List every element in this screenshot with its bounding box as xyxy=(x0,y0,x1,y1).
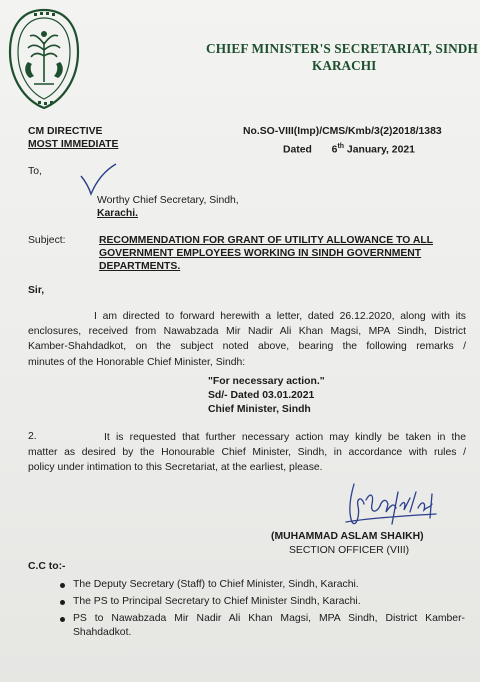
date-month-year: January, 2021 xyxy=(344,144,415,156)
bullet-icon xyxy=(60,583,65,588)
cc-item: The Deputy Secretary (Staff) to Chief Minister, Sindh, Karachi. xyxy=(73,579,359,590)
cc-item: The PS to Principal Secretary to Chief Minister Sindh, Karachi. xyxy=(73,596,361,607)
remark-by: Chief Minister, Sindh xyxy=(208,404,311,415)
subject-label: Subject: xyxy=(28,235,66,246)
handwritten-signature xyxy=(340,478,450,538)
paragraph-1-line: I am directed to forward herewith a letter, dated 26.12.2020, along with its xyxy=(94,311,466,322)
paragraph-1 xyxy=(28,309,466,370)
office-title: CHIEF MINISTER'S SECRETARIAT, SINDH xyxy=(206,41,478,56)
to-label: To, xyxy=(28,166,42,177)
cc-item-continuation: Shahdadkot. xyxy=(73,627,132,638)
reference-number: No.SO-VIII(Imp)/CMS/Kmb/3(2)2018/1383 xyxy=(243,126,442,137)
sindh-government-emblem xyxy=(4,4,84,112)
date-suffix: th xyxy=(337,143,345,150)
paragraph-1-line: enclosures, received from Nawabzada Mir Nadir Ali Khan Magsi, MPA Sindh, District xyxy=(28,326,466,338)
signatory-designation: SECTION OFFICER (VIII) xyxy=(289,545,410,556)
remark-signed: Sd/- Dated 03.01.2021 xyxy=(208,390,315,401)
salutation: Sir, xyxy=(28,285,45,296)
date-line xyxy=(283,140,415,156)
cc-label: C.C to:- xyxy=(28,561,66,572)
addressee-city: Karachi. xyxy=(97,208,139,219)
addressee: Worthy Chief Secretary, Sindh, xyxy=(97,195,239,206)
subject-line-3: DEPARTMENTS. xyxy=(99,261,181,272)
bullet-icon xyxy=(60,617,65,622)
subject-line-1: RECOMMENDATION FOR GRANT OF UTILITY ALLOWANCE TO ALL xyxy=(99,235,434,246)
date-day: 6 xyxy=(331,144,338,156)
paragraph-2-line: matter as desired by the Honourable Chief Minister, Sindh, in accordance with rules / xyxy=(28,447,466,459)
paragraph-2-line: It is requested that further necessary action may kindly be taken in the xyxy=(104,432,466,443)
directive-label: CM DIRECTIVE xyxy=(28,126,103,137)
cc-item: PS to Nawabzada Mir Nadir Ali Khan Magsi, MPA Sindh, District Kamber- xyxy=(73,613,465,624)
bullet-icon xyxy=(60,600,65,605)
remark-quote: "For necessary action." xyxy=(208,376,325,387)
priority-label: MOST IMMEDIATE xyxy=(28,139,119,150)
paragraph-2-number: 2. xyxy=(28,431,37,442)
paragraph-1-line: minutes of the Honorable Chief Minister, Sindh: xyxy=(28,356,246,368)
signatory-name: (MUHAMMAD ASLAM SHAIKH) xyxy=(271,531,424,542)
paragraph-2 xyxy=(28,430,466,476)
paragraph-1-line: Kamber-Shahdadkot, on the subject noted above, bearing the following remarks / xyxy=(28,341,466,353)
dated-label: Dated xyxy=(283,144,312,156)
paragraph-2-line: policy under intimation to this Secretariat, at the earliest, please. xyxy=(28,462,323,474)
subject-line-2: GOVERNMENT EMPLOYEES WORKING IN SINDH GOVERNMENT xyxy=(99,248,422,259)
office-city: KARACHI xyxy=(312,58,377,73)
checkmark-icon xyxy=(78,162,118,198)
